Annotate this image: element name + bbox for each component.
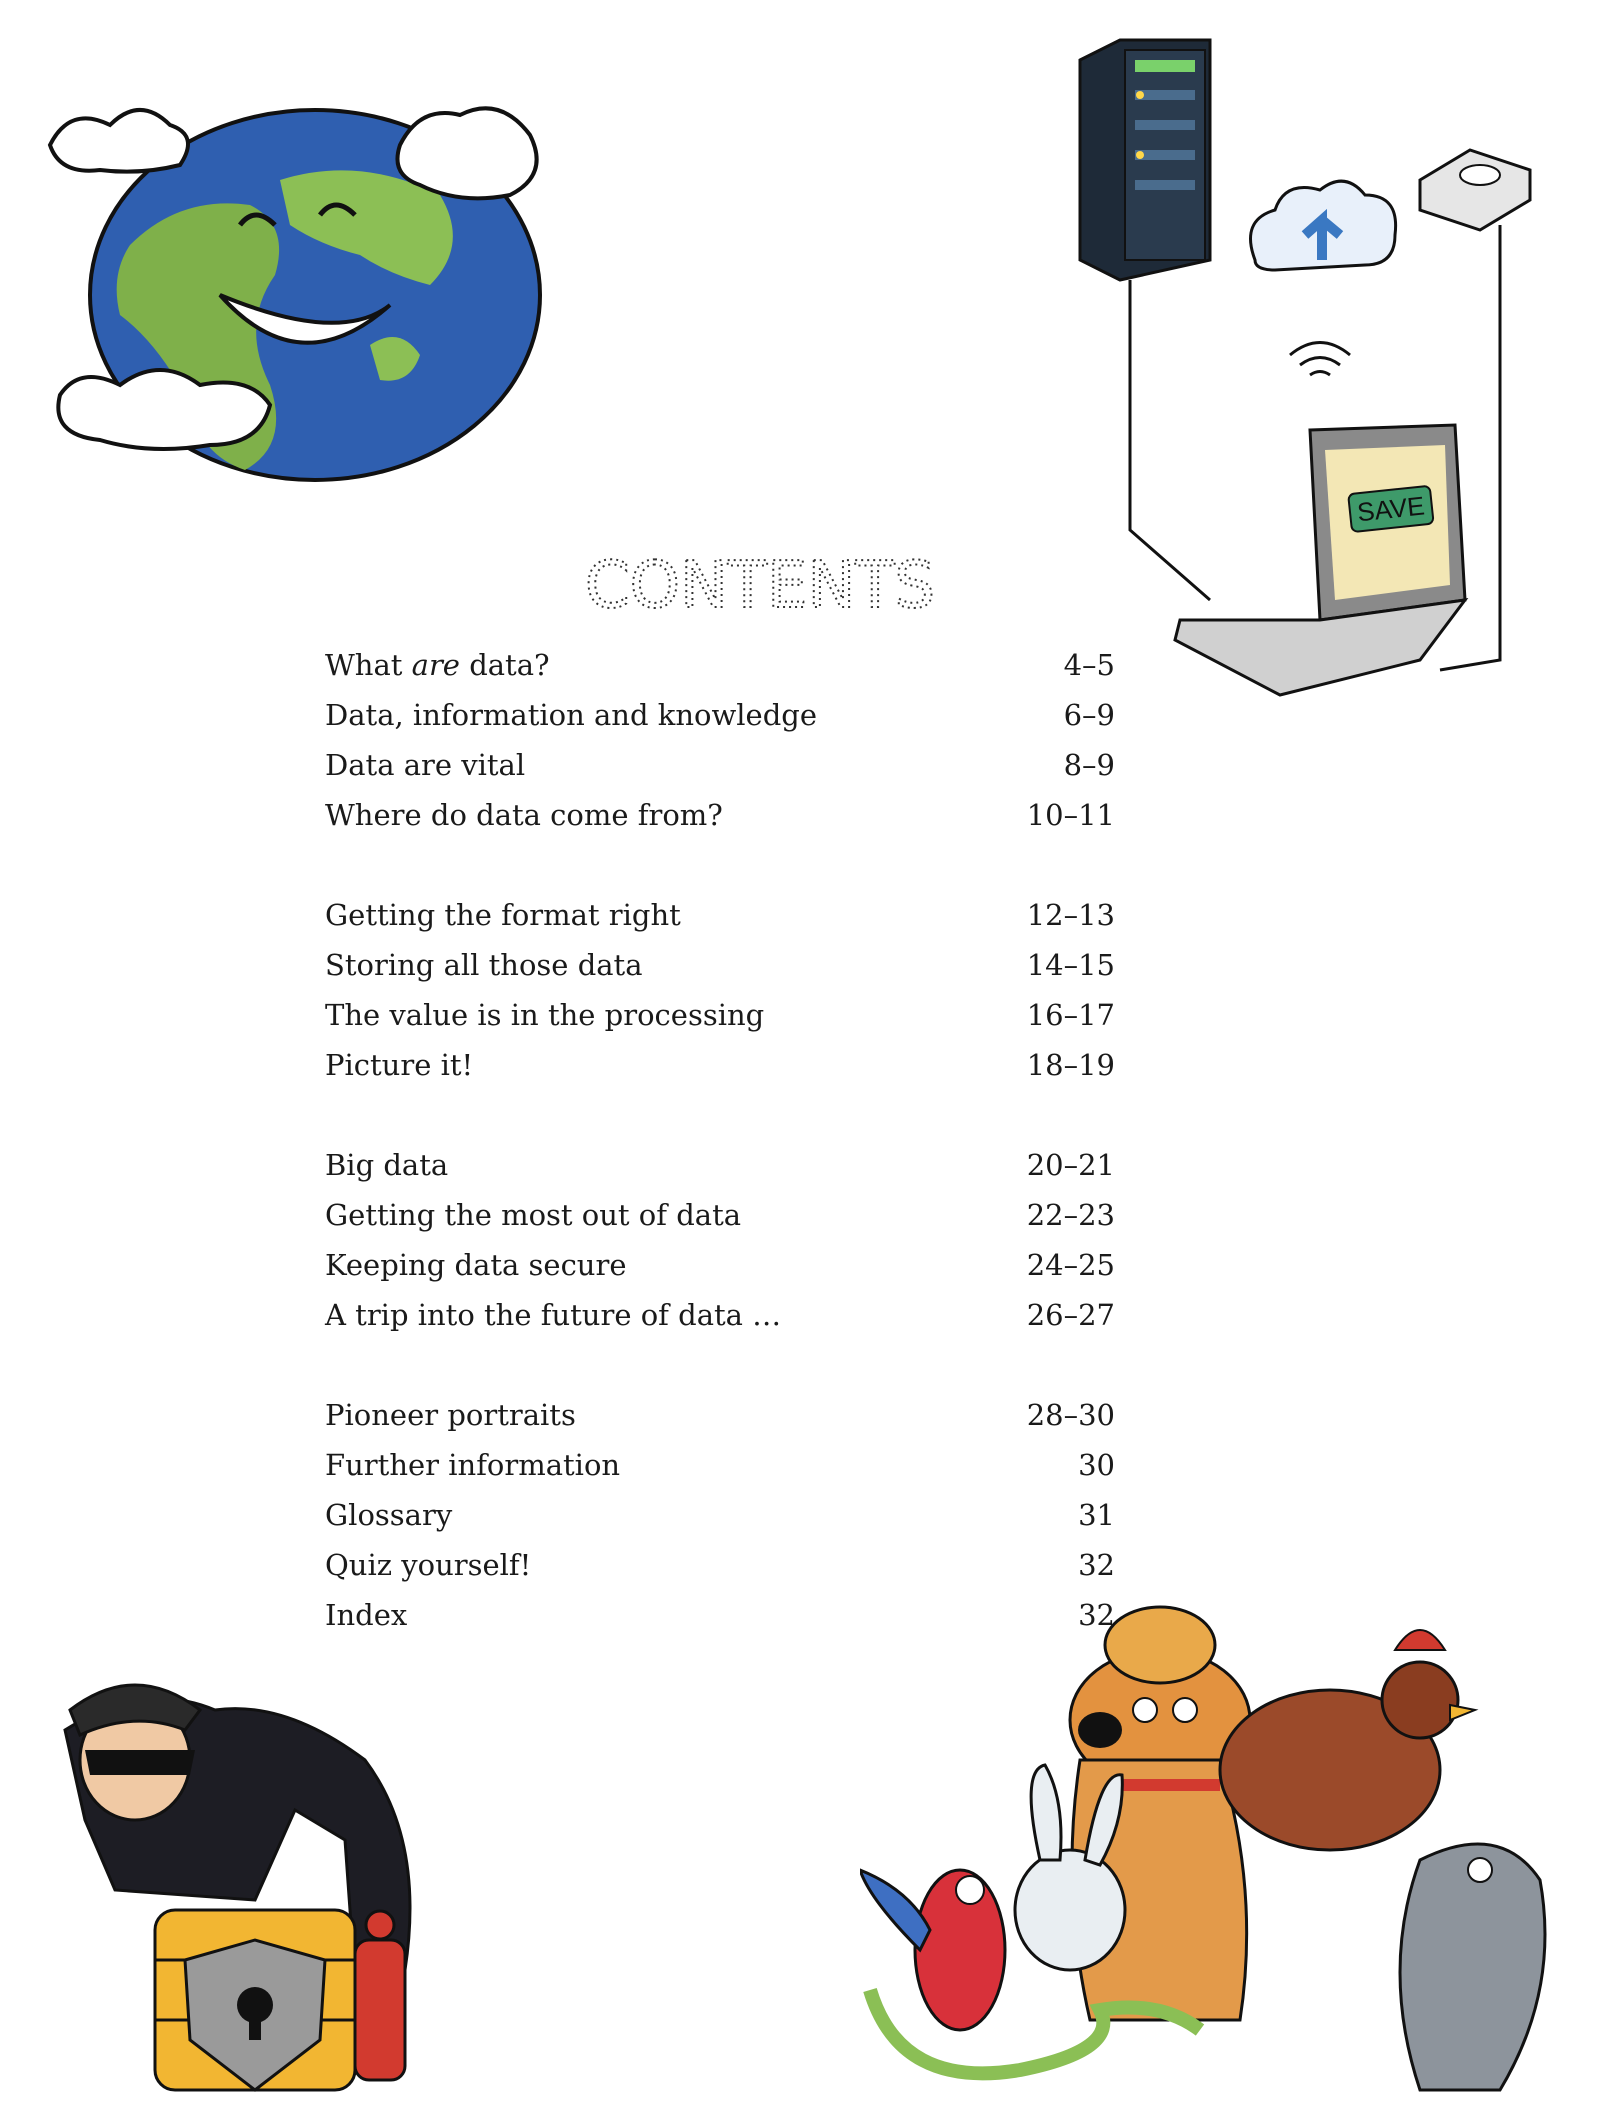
toc-row[interactable] [325, 1245, 1115, 1285]
svg-text:CONTENTS: CONTENTS [584, 549, 936, 623]
laptop-icon [1175, 425, 1465, 695]
toc-page-number: 6–9 [1063, 698, 1115, 732]
page-title [560, 545, 960, 625]
animals-group-illustration [860, 1570, 1580, 2110]
hen-icon [1220, 1630, 1475, 1850]
snake-icon [870, 1990, 1200, 2073]
toc-row[interactable] [325, 1445, 1115, 1485]
hamster-icon [1105, 1607, 1215, 1683]
toc-row[interactable] [325, 1045, 1115, 1085]
toc-page-number: 32 [1078, 1548, 1115, 1582]
toc-row[interactable] [325, 945, 1115, 985]
toc-label: The value is in the processing [325, 998, 765, 1032]
router-icon [1420, 150, 1530, 230]
toc-label: Getting the most out of data [325, 1198, 742, 1232]
server-rack-icon [1080, 40, 1210, 280]
toc-row[interactable] [325, 695, 1115, 735]
toc-page-number: 22–23 [1026, 1198, 1115, 1232]
toc-page-number: 28–30 [1026, 1398, 1115, 1432]
cat-icon [1400, 1844, 1545, 2090]
wifi-icon [1290, 343, 1350, 376]
toc-page-number: 30 [1078, 1448, 1115, 1482]
toc-label: Picture it! [325, 1048, 474, 1082]
toc-page-number: 14–15 [1026, 948, 1115, 982]
toc-label: What are data? [325, 648, 550, 682]
toc-label: Getting the format right [325, 898, 681, 932]
toc-label: Index [325, 1598, 408, 1632]
toc-row[interactable] [325, 895, 1115, 935]
toc-label: Data are vital [325, 748, 526, 782]
toc-page-number: 16–17 [1026, 998, 1115, 1032]
toc-label: Where do data come from? [325, 798, 723, 832]
toc-label: Glossary [325, 1498, 453, 1532]
toc-page-number: 10–11 [1026, 798, 1115, 832]
toc-page-number: 32 [1078, 1598, 1115, 1632]
toc-page-number: 4–5 [1063, 648, 1115, 682]
toc-page-number: 18–19 [1026, 1048, 1115, 1082]
tech-network-illustration [1060, 30, 1580, 730]
cloud-upload-icon [1251, 181, 1396, 270]
toc-row[interactable] [325, 1145, 1115, 1185]
toc-label: Big data [325, 1148, 449, 1182]
toc-row[interactable] [325, 745, 1115, 785]
toc-label: Quiz yourself! [325, 1548, 532, 1582]
thief-illustration [25, 1640, 445, 2110]
toc-page-number: 24–25 [1026, 1248, 1115, 1282]
toc-row[interactable] [325, 1495, 1115, 1535]
toc-page-number: 8–9 [1063, 748, 1115, 782]
toc-row[interactable] [325, 1295, 1115, 1335]
toc-row[interactable] [325, 995, 1115, 1035]
toc-label: Pioneer portraits [325, 1398, 576, 1432]
toc-label: Further information [325, 1448, 621, 1482]
toc-row[interactable] [325, 1395, 1115, 1435]
laptop-save-label: SAVE [1355, 490, 1426, 528]
toc-page-number: 26–27 [1026, 1298, 1115, 1332]
toc-label: Keeping data secure [325, 1248, 627, 1282]
rabbit-icon [1015, 1765, 1125, 1970]
toc-row[interactable] [325, 1195, 1115, 1235]
toc-page-number: 12–13 [1026, 898, 1115, 932]
toc-label: A trip into the future of data … [325, 1298, 782, 1332]
toc-label: Data, information and knowledge [325, 698, 818, 732]
toc-page-number: 20–21 [1026, 1148, 1115, 1182]
toc-page-number: 31 [1078, 1498, 1115, 1532]
toc-row[interactable] [325, 645, 1115, 685]
toc-label: Storing all those data [325, 948, 643, 982]
toc-row[interactable] [325, 795, 1115, 835]
smiling-globe-illustration [40, 85, 560, 485]
